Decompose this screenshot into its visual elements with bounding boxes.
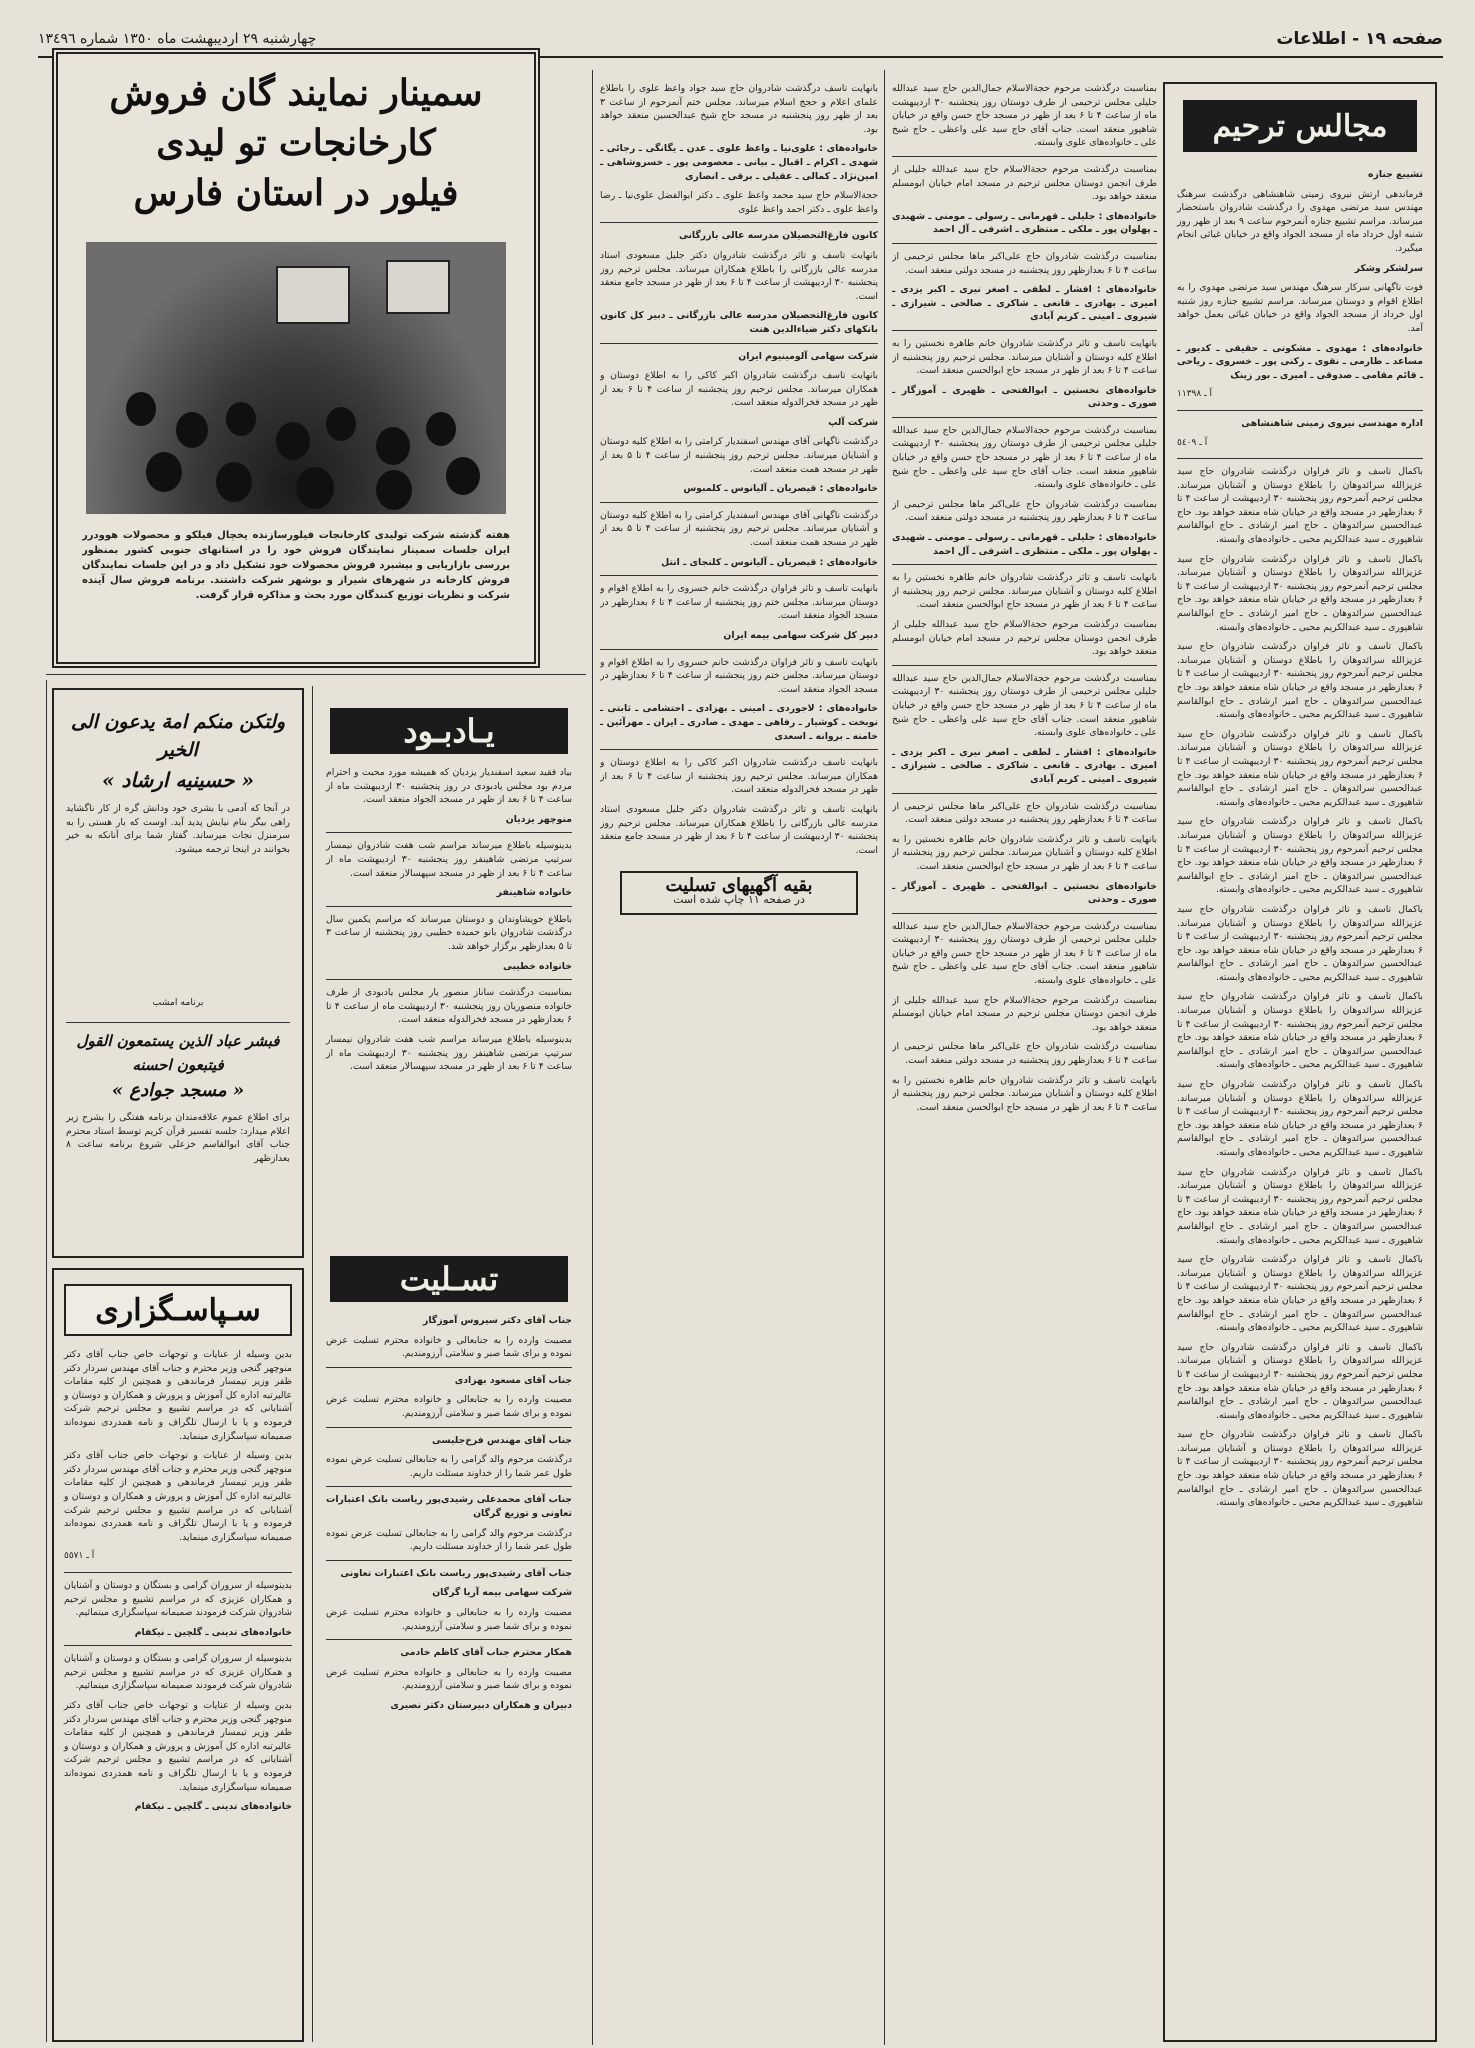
- notice: شرکت سهامی آلومینیوم ایران: [738, 350, 878, 362]
- notice: درگذشت ناگهانی آقای مهندس اسفندیار کرامتی را به اطلاع کلیه دوستان و آشنایان میرساند. مجلس ترحیم روز پنجشنبه از ساعت ۴ تا ۵ بعد از ظهر در مسجد همت منعقد است.: [600, 509, 878, 549]
- notice: بانهایت تاسف و تاثر درگذشت شادروان خانم طاهره نخستین را به اطلاع کلیه دوستان و آشنایان میرساند. مجلس ترحیم روز پنجشنبه از ساعت ۴ تا ۶ بعد از ظهر در مسجد حاج ابوالحسن منعقد است.: [892, 337, 1157, 377]
- majales-column: [1165, 162, 1435, 2022]
- yadbood-item: منوچهر یزدیان: [505, 813, 572, 825]
- tasliat-item: مصیبت وارده را به جنابعالی و خانواده محترم تسلیت عرض نموده و برای شما صبر و سلامتی آرزومندیم.: [326, 1666, 572, 1692]
- notice: بانهایت تاسف و تاثر درگذشت شادروان خانم طاهره نخستین را به اطلاع کلیه دوستان و آشنایان میرساند. مجلس ترحیم روز پنجشنبه از ساعت ۴ تا ۶ بعد از ظهر در مسجد حاج ابوالحسن منعقد است.: [892, 572, 1157, 611]
- notice-box: [620, 871, 858, 914]
- ad-ref: آ ـ ٥٥٧١: [64, 1551, 95, 1562]
- majales-body: باکمال تاسف و تاثر فراوان درگذشت شادروان حاج سید عزیزالله سرائدوهان را باطلاع دوستان و آشنایان میرساند. مجلس ترحیم آنمرحوم روز پنجشنبه ۳۰ اردیبهشت از ساعت ۴ تا ۶ بعدازظهر در مسجد واقع در خیابان شاه منعقد خواهد بود. حاج عبدالحسین سرائدوهان ـ حاج امیر ارشادی ـ حاج ابوالقاسم شاهپوری ـ سید عبدالکریم محبی ـ خانواده‌های وابسته.: [1177, 1166, 1423, 1246]
- notice: بمناسبت درگذشت مرحوم حجةالاسلام حاج سید عبدالله جلیلی از طرف انجمن دوستان مجلس ترحیم در مسجد امام خیابان ابومسلم منعقد خواهد بود.: [892, 163, 1157, 203]
- notice: خانواده‌های : لاجوردی ـ امینی ـ بهزادی ـ احتشامی ـ ثابتی ـ نوبخت ـ کوشیار ـ رفاهی ـ مهدی ـ صادری ـ ایران ـ مهرآئین ـ خامنه ـ بروانه ـ اسعدی: [600, 703, 878, 742]
- sepas-sign: خانواده‌های تدینی ـ گلچین ـ نیکفام: [134, 1801, 292, 1813]
- verse-body: در آنجا که آدمی با بشری خود ودانش گره از کار ناگشاید راهی بیگر بنام نیایش پدید آید. اوست که بار هستی را به سرمنزل نجات میرساند. گفتار شما برای آنانکه به خیر بخوانند در اینجا ترجمه میشود.: [66, 803, 290, 855]
- notice: خانواده‌های نخستین ـ ابوالفتحی ـ ظهیری ـ آموزگار ـ صوری ـ وحدتی: [892, 384, 1157, 410]
- notice: خانواده‌های : افشار ـ لطفی ـ اصغر نیری ـ اکبر یزدی ـ امیری ـ بهادری ـ قانعی ـ شاکری ـ صالحی ـ شیرازی ـ شیروی ـ امینی ـ کریم آبادی: [892, 746, 1157, 785]
- yadbood-item: خانواده شاهینفر: [496, 887, 572, 899]
- verse-program: برنامه امشب: [152, 997, 204, 1008]
- majales-body: باکمال تاسف و تاثر فراوان درگذشت شادروان حاج سید عزیزالله سرائدوهان را باطلاع دوستان و آشنایان میرساند. مجلس ترحیم آنمرحوم روز پنجشنبه ۳۰ اردیبهشت از ساعت ۴ تا ۶ بعدازظهر در مسجد واقع در خیابان شاه منعقد خواهد بود. حاج عبدالحسین سرائدوهان ـ حاج امیر ارشادی ـ حاج ابوالقاسم شاهپوری ـ سید عبدالکریم محبی ـ خانواده‌های وابسته.: [1177, 553, 1423, 633]
- majales-body: باکمال تاسف و تاثر فراوان درگذشت شادروان حاج سید عزیزالله سرائدوهان را باطلاع دوستان و آشنایان میرساند. مجلس ترحیم آنمرحوم روز پنجشنبه ۳۰ اردیبهشت از ساعت ۴ تا ۶ بعدازظهر در مسجد واقع در خیابان شاه منعقد خواهد بود. حاج عبدالحسین سرائدوهان ـ حاج امیر ارشادی ـ حاج ابوالقاسم شاهپوری ـ سید عبدالکریم محبی ـ خانواده‌های وابسته.: [1177, 1079, 1423, 1158]
- notice: خانواده‌های : جلیلی ـ قهرمانی ـ رسولی ـ مومنی ـ شهیدی ـ پهلوان پور ـ ملکی ـ منتظری ـ اشرفی ـ آل احمد: [892, 532, 1157, 557]
- notice: بمناسبت درگذشت مرحوم حجةالاسلام جمال‌الدین حاج سید عبدالله جلیلی مجلس ترحیمی از طرف دوستان روز پنجشنبه ۳۰ اردیبهشت ماه از ساعت ۴ تا ۶ بعد از ظهر در مسجد حاج حسن واقع در خیابان شاهپور منعقد است. جناب آقای حاج سید علی واعظی ـ حاج شیخ علی ـ خانواده‌های علوی وابسته.: [892, 83, 1157, 149]
- majales-tarhim-box: [1163, 82, 1437, 2042]
- tasliat-item: درگذشت مرحوم والد گرامی را به جنابعالی تسلیت عرض نموده طول عمر شما را از خداوند مسئلت داریم.: [326, 1527, 572, 1553]
- majales-body: باکمال تاسف و تاثر فراوان درگذشت شادروان حاج سید عزیزالله سرائدوهان را باطلاع دوستان و آشنایان میرساند. مجلس ترحیم آنمرحوم روز پنجشنبه ۳۰ اردیبهشت از ساعت ۴ تا ۶ بعدازظهر در مسجد واقع در خیابان شاه منعقد خواهد بود. حاج عبدالحسین سرائدوهان ـ حاج امیر ارشادی ـ حاج ابوالقاسم شاهپوری ـ سید عبدالکریم محبی ـ خانواده‌های وابسته.: [1177, 991, 1423, 1071]
- notice: خانواده‌های : افشار ـ لطفی ـ اصغر نیری ـ اکبر یزدی ـ امیری ـ بهادری ـ قانعی ـ شاکری ـ صالحی ـ شیرازی ـ شیروی ـ امینی ـ کریم آبادی: [892, 284, 1157, 323]
- sepas-body: بدینوسیله از سروران گرامی و بستگان و دوستان و آشنایان و همکاران عزیزی که در مراسم تشییع و مجلس ترحیم شادروان شرکت فرمودند صمیمانه سپاسگزاری مینمائیم.: [64, 1653, 292, 1692]
- seminar-photo: [86, 242, 506, 514]
- notice: بمناسبت درگذشت شادروان حاج علی‌اکبر ماها مجلس ترحیمی از ساعت ۴ تا ۶ بعدازظهر روز پنجشنبه در مسجد دولتی منعقد است.: [892, 800, 1157, 826]
- notice: بانهایت تاسف درگذشت شادروان حاج سید جواد واعظ علوی را باطلاع علمای اعلام و حجج اسلام میرساند. مجلس ختم آنمرحوم از ساعت ۳ بعد از ظهر روز پنجشنبه در مسجد حاج شیخ عبدالحسین منعقد خواهد بود.: [600, 83, 878, 135]
- notice: بانهایت تاسف و تاثر درگذشت شادروان دکتر جلیل مسعودی استاد مدرسه عالی بازرگانی را باطلاع همکاران میرساند. مجلس ترحیم روز پنجشنبه ۳۰ اردیبهشت از ساعت ۴ تا ۶ بعد از ظهر در مسجد جامع منعقد است.: [600, 803, 878, 856]
- notice: بانهایت تاسف درگذشت شادروان اکبر کاکی را به اطلاع دوستان و همکاران میرساند. مجلس ترحیم روز پنجشنبه از ساعت ۴ تا ۶ بعد از ظهر در مسجد فخرالدوله منعقد است.: [600, 370, 878, 409]
- notice: بمناسبت درگذشت شادروان حاج علی‌اکبر ماها مجلس ترحیمی از ساعت ۴ تا ۶ بعدازظهر روز پنجشنبه در مسجد دولتی منعقد است.: [892, 1041, 1157, 1067]
- tasliat-item: جناب آقای محمدعلی رشیدی‌پور ریاست بانک اعتبارات تعاونی و توزیع گرگان: [326, 1494, 572, 1519]
- verse-line: فبشر عباد الذین یستمعون القول فیتبعون احسنه: [76, 1032, 280, 1074]
- ad-ref: آ ـ ١١٣٩٨: [1177, 389, 1213, 400]
- notice: خانواده‌های : علوی‌نیا ـ واعظ علوی ـ عدن ـ یگانگی ـ رجائی ـ شهدی ـ اکرام ـ اقبال ـ بیانی ـ معصومی پور ـ خسروشاهی ـ امین‌نژاد ـ کمالی ـ عقیلی ـ برقی ـ انصاری: [600, 143, 878, 182]
- sepas-body: بدین وسیله از عنایات و توجهات خاص جناب آقای دکتر منوچهر گنجی وزیر محترم و جناب آقای مهندس سردار دکتر ظفر وزیر تیمسار فرماندهی و همچنین از کلیه مقامات عالیرتبه اداره کل آموزش و پرورش و همکاران و دوستان و آشنایانی که در مراسم تشییع و مجلس ترحیم شرکت فرموده و یا با ارسال تلگراف و نامه همدردی نموده‌اند صمیمانه سپاسگزاری مینماید.: [64, 1700, 292, 1793]
- sepas-box: [52, 1268, 304, 2042]
- notice: بمناسبت درگذشت مرحوم حجةالاسلام جمال‌الدین حاج سید عبدالله جلیلی مجلس ترحیمی از طرف دوستان روز پنجشنبه ۳۰ اردیبهشت ماه از ساعت ۴ تا ۶ بعد از ظهر در مسجد حاج حسن واقع در خیابان شاهپور منعقد است. جناب آقای حاج سید علی واعظی ـ حاج شیخ علی ـ خانواده‌های علوی وابسته.: [892, 672, 1157, 739]
- notice: خانواده‌های : قیصریان ـ آلیانوس ـ کلنجای ـ انتل: [661, 556, 878, 568]
- tasliat-item: جناب آقای رشیدی‌پور ریاست بانک اعتبارات تعاونی: [340, 1567, 572, 1579]
- yadbood-item: باطلاع خویشاوندان و دوستان میرساند که مراسم یکمین سال درگذشت شادروان بانو حمیده خطیبی روز پنجشنبه از ساعت ۳ تا ۵ بعدازظهر برگزار خواهد شد.: [326, 913, 572, 952]
- notice: بمناسبت درگذشت شادروان حاج علی‌اکبر ماها مجلس ترحیمی از ساعت ۴ تا ۶ بعدازظهر روز پنجشنبه در مسجد دولتی منعقد است.: [892, 250, 1157, 276]
- majales-body: باکمال تاسف و تاثر فراوان درگذشت شادروان حاج سید عزیزالله سرائدوهان را باطلاع دوستان و آشنایان میرساند. مجلس ترحیم آنمرحوم روز پنجشنبه ۳۰ اردیبهشت از ساعت ۴ تا ۶ بعدازظهر در مسجد واقع در خیابان شاه منعقد خواهد بود. حاج عبدالحسین سرائدوهان ـ حاج امیر ارشادی ـ حاج ابوالقاسم شاهپوری ـ سید عبدالکریم محبی ـ خانواده‌های وابسته.: [1177, 728, 1423, 808]
- notice: کانون فارغ‌التحصیلان مدرسه عالی بازرگانی ـ دبیر کل کانون بانکهای دکتر ضیاءالدین هنت: [600, 310, 878, 335]
- notice: خانواده‌های : قیصریان ـ آلیانوس ـ کلمبوس: [683, 483, 878, 495]
- tasliat-title: تسـلیت: [330, 1256, 568, 1302]
- tasliat-column: [318, 1310, 580, 2030]
- tasliat-item: مصیبت وارده را به جنابعالی و خانواده محترم تسلیت عرض نموده و برای شما صبر و سلامتی آرزومندیم.: [326, 1334, 572, 1360]
- majales-body: باکمال تاسف و تاثر فراوان درگذشت شادروان حاج سید عزیزالله سرائدوهان را باطلاع دوستان و آشنایان میرساند. مجلس ترحیم آنمرحوم روز پنجشنبه ۳۰ اردیبهشت از ساعت ۴ تا ۶ بعدازظهر در مسجد واقع در خیابان شاه منعقد خواهد بود. حاج عبدالحسین سرائدوهان ـ حاج امیر ارشادی ـ حاج ابوالقاسم شاهپوری ـ سید عبدالکریم محبی ـ خانواده‌های وابسته.: [1177, 641, 1423, 721]
- verse-line: « مسجد جوادع »: [111, 1080, 245, 1101]
- yadbood-column: [318, 762, 580, 1242]
- notice: بانهایت تاسف درگذشت شادروان اکبر کاکی را به اطلاع دوستان و همکاران میرساند. مجلس ترحیم روز پنجشنبه از ساعت ۴ تا ۶ بعد از ظهر در مسجد فخرالدوله منعقد است.: [600, 757, 878, 796]
- notice: بانهایت تاسف و تاثر درگذشت شادروان خانم طاهره نخستین را به اطلاع کلیه دوستان و آشنایان میرساند. مجلس ترحیم روز پنجشنبه از ساعت ۴ تا ۶ بعد از ظهر در مسجد حاج ابوالحسن منعقد است.: [892, 833, 1157, 872]
- notice-title: بقیه آگهیهای تسلیت: [665, 875, 813, 897]
- majales-body: باکمال تاسف و تاثر فراوان درگذشت شادروان حاج سید عزیزالله سرائدوهان را باطلاع دوستان و آشنایان میرساند. مجلس ترحیم آنمرحوم روز پنجشنبه ۳۰ اردیبهشت از ساعت ۴ تا ۶ بعدازظهر در مسجد واقع در خیابان شاه منعقد خواهد بود. حاج عبدالحسین سرائدوهان ـ حاج امیر ارشادی ـ حاج ابوالقاسم شاهپوری ـ سید عبدالکریم محبی ـ خانواده‌های وابسته.: [1177, 1429, 1423, 1509]
- notice: بمناسبت درگذشت شادروان حاج علی‌اکبر ماها مجلس ترحیمی از ساعت ۴ تا ۶ بعدازظهر روز پنجشنبه در مسجد دولتی منعقد است.: [892, 498, 1157, 524]
- notice: خانواده‌های نخستین ـ ابوالفتحی ـ ظهیری ـ آموزگار ـ صوری ـ وحدتی: [892, 880, 1157, 906]
- tasliat-item: جناب آقای دکتر سیروس آموزگار: [422, 1315, 572, 1326]
- tasliat-item: مصیبت وارده را به جنابعالی و خانواده محترم تسلیت عرض نموده و برای شما صبر و سلامتی آرزومندیم.: [326, 1394, 572, 1419]
- verse-line: « حسینیه ارشاد »: [102, 768, 254, 792]
- notice: بمناسبت درگذشت مرحوم حجةالاسلام حاج سید عبدالله جلیلی از طرف انجمن دوستان مجلس ترحیم در مسجد امام خیابان ابومسلم منعقد خواهد بود.: [892, 619, 1157, 658]
- notice: بانهایت تاسف و تاثر فراوان درگذشت خانم خسروی را به اطلاع اقوام و دوستان میرساند. مجلس ختم روز پنجشنبه از ساعت ۴ تا ۶ بعدازظهر در مسجد الجواد منعقد است.: [600, 656, 878, 695]
- notice: حجةالاسلام حاج سید محمد واعظ علوی ـ دکتر ابوالفضل علوی‌نیا ـ رضا واعظ علوی ـ دکتر احمد واعظ علوی: [600, 190, 878, 215]
- sepas-body: بدینوسیله از سروران گرامی و بستگان و دوستان و آشنایان و همکاران عزیزی که در مراسم تشییع و مجلس ترحیم شادروان شرکت فرمودند صمیمانه سپاسگزاری مینمائیم.: [64, 1579, 292, 1619]
- seminar-title: سمینار نمایند گان فروش: [109, 72, 483, 114]
- notice: بمناسبت درگذشت مرحوم حجةالاسلام جمال‌الدین حاج سید عبدالله جلیلی مجلس ترحیمی از طرف دوستان روز پنجشنبه ۳۰ اردیبهشت ماه از ساعت ۴ تا ۶ بعد از ظهر در مسجد حاج حسن واقع در خیابان شاهپور منعقد است. جناب آقای حاج سید علی واعظی ـ حاج شیخ علی ـ خانواده‌های علوی وابسته.: [892, 424, 1157, 491]
- page-label: صفحه ١٩ - اطلاعات: [1276, 29, 1443, 49]
- majales-item: فرماندهی ارتش نیروی زمینی شاهنشاهی درگذشت سرهنگ مهندس سید مرتضی مهدوی را درگذشت شادروان باستحضار میرساند. مراسم تشییع جنازه آنمرحوم ساعت ۹ بعد از ظهر روز شنبه اول خرداد ماه از مسجد الجواد واقع در خیابان غیاثی انجام میگیرد.: [1177, 188, 1423, 254]
- majales-item: سرلشکر وشکر: [1354, 262, 1423, 274]
- notice-subtitle: در صفحه ۱۱ چاپ شده است: [673, 892, 805, 906]
- majales-body: باکمال تاسف و تاثر فراوان درگذشت شادروان حاج سید عزیزالله سرائدوهان را باطلاع دوستان و آشنایان میرساند. مجلس ترحیم آنمرحوم روز پنجشنبه ۳۰ اردیبهشت از ساعت ۴ تا ۶ بعدازظهر در مسجد واقع در خیابان شاه منعقد خواهد بود. حاج عبدالحسین سرائدوهان ـ حاج امیر ارشادی ـ حاج ابوالقاسم شاهپوری ـ سید عبدالکریم محبی ـ خانواده‌های وابسته.: [1177, 466, 1423, 546]
- tasliat-item: جناب آقای مسعود بهزادی: [454, 1374, 572, 1386]
- majales-body: باکمال تاسف و تاثر فراوان درگذشت شادروان حاج سید عزیزالله سرائدوهان را باطلاع دوستان و آشنایان میرساند. مجلس ترحیم آنمرحوم روز پنجشنبه ۳۰ اردیبهشت از ساعت ۴ تا ۶ بعدازظهر در مسجد واقع در خیابان شاه منعقد خواهد بود. حاج عبدالحسین سرائدوهان ـ حاج امیر ارشادی ـ حاج ابوالقاسم شاهپوری ـ سید عبدالکریم محبی ـ خانواده‌های وابسته.: [1177, 1341, 1423, 1421]
- yadbood-section: [318, 690, 580, 2040]
- seminar-box: [52, 48, 540, 668]
- sepas-column: [54, 1342, 302, 2032]
- notice: بمناسبت درگذشت مرحوم حجةالاسلام حاج سید عبدالله جلیلی از طرف انجمن دوستان مجلس ترحیم در مسجد امام خیابان ابومسلم منعقد خواهد بود.: [892, 994, 1157, 1033]
- majales-body: باکمال تاسف و تاثر فراوان درگذشت شادروان حاج سید عزیزالله سرائدوهان را باطلاع دوستان و آشنایان میرساند. مجلس ترحیم آنمرحوم روز پنجشنبه ۳۰ اردیبهشت از ساعت ۴ تا ۶ بعدازظهر در مسجد واقع در خیابان شاه منعقد خواهد بود. حاج عبدالحسین سرائدوهان ـ حاج امیر ارشادی ـ حاج ابوالقاسم شاهپوری ـ سید عبدالکریم محبی ـ خانواده‌های وابسته.: [1177, 1254, 1423, 1334]
- notice: کانون فارغ‌التحصیلان مدرسه عالی بازرگانی: [679, 230, 878, 242]
- majales-tarhim-title: مجالس ترحیم: [1183, 100, 1417, 152]
- verse-line: ولتکن منکم امة یدعون الی الخیر: [70, 711, 286, 761]
- sepas-sign: خانواده‌های تدینی ـ گلچین ـ نیکفام: [134, 1626, 292, 1638]
- sepas-body: بدین وسیله از عنایات و توجهات خاص جناب آقای دکتر منوچهر گنجی وزیر محترم و جناب آقای مهندس سردار دکتر ظفر وزیر تیمسار فرماندهی و همچنین از کلیه مقامات عالیرتبه اداره کل آموزش و پرورش و همکاران و دوستان و آشنایانی که در مراسم تشییع و مجلس ترحیم شرکت فرموده و یا با ارسال تلگراف و نامه همدردی نموده‌اند صمیمانه سپاسگزاری مینماید.: [64, 1450, 292, 1543]
- notice: بمناسبت درگذشت مرحوم حجةالاسلام جمال‌الدین حاج سید عبدالله جلیلی مجلس ترحیمی از طرف دوستان روز پنجشنبه ۳۰ اردیبهشت ماه از ساعت ۴ تا ۶ بعد از ظهر در مسجد حاج حسن واقع در خیابان شاهپور منعقد است. جناب آقای حاج سید علی واعظی ـ حاج شیخ علی ـ خانواده‌های علوی وابسته.: [892, 920, 1157, 987]
- notice: بانهایت تاسف و تاثر درگذشت شادروان دکتر جلیل مسعودی استاد مدرسه عالی بازرگانی را باطلاع همکاران میرساند. مجلس ترحیم روز پنجشنبه ۳۰ اردیبهشت از ساعت ۴ تا ۶ بعد از ظهر در مسجد جامع منعقد است.: [600, 249, 878, 302]
- tasliat-item: مصیبت وارده را به جنابعالی و خانواده محترم تسلیت عرض نموده و برای شما صبر و سلامتی آرزومندیم.: [326, 1606, 572, 1632]
- sepas-title: سـپاسـگزاری: [64, 1284, 292, 1336]
- sepas-body: بدین وسیله از عنایات و توجهات خاص جناب آقای دکتر منوچهر گنجی وزیر محترم و جناب آقای مهندس سردار دکتر ظفر وزیر تیمسار فرماندهی و همچنین از کلیه مقامات عالیرتبه اداره کل آموزش و پرورش و همکاران و دوستان و آشنایانی که در مراسم تشییع و مجلس ترحیم شرکت فرموده و یا با ارسال تلگراف و نامه همدردی نموده‌اند صمیمانه سپاسگزاری مینماید.: [64, 1349, 292, 1442]
- majales-item: تشییع جنازه: [1368, 169, 1423, 180]
- yadbood-item: بدینوسیله باطلاع میرساند مراسم شب هفت شادروان نیمسار سرتیپ مرتضی شاهینفر روز پنجشنبه ۳۰ اردیبهشت ماه از ساعت ۴ تا ۶ بعد از ظهر در مسجد سپهسالار منعقد است.: [326, 840, 572, 879]
- notice: دبیر کل شرکت سهامی بیمه ایران: [723, 630, 878, 641]
- tasliat-item: شرکت سهامی بیمه آریا گرگان: [432, 1587, 572, 1599]
- tasliat-item: دبیران و همکاران دبیرستان دکتر نصیری: [390, 1699, 572, 1711]
- issue-date: چهارشنبه ٢٩ اردیبهشت ماه ١٣٥٠ شماره ١٣٤٩٦: [38, 31, 317, 47]
- yadbood-title: یـادبـود: [330, 708, 568, 754]
- notice: خانواده‌های : جلیلی ـ قهرمانی ـ رسولی ـ مومنی ـ شهیدی ـ پهلوان پور ـ ملکی ـ منتظری ـ اشرفی ـ آل احمد: [892, 210, 1157, 236]
- center-column-right: [892, 82, 1157, 2042]
- tasliat-item: جناب آقای مهندس فرخ‌جلیسی: [432, 1434, 572, 1446]
- majales-office: اداره مهندسی نیروی زمینی شاهنشاهی: [1241, 417, 1423, 429]
- notice: بانهایت تاسف و تاثر فراوان درگذشت خانم خسروی را به اطلاع اقوام و دوستان میرساند. مجلس ختم روز پنجشنبه از ساعت ۴ تا ۶ بعدازظهر در مسجد الجواد منعقد است.: [600, 583, 878, 622]
- center-column-left: [600, 82, 878, 2042]
- verse-body: برای اطلاع عموم علاقه‌مندان برنامه هفتگی را بشرح زیر اعلام میدارد: جلسه تفسیر قرآن کریم توسط استاد محترم جناب آقای ابوالقاسم خزعلی شروع برنامه ساعت ۸ بعدازظهر: [66, 1112, 290, 1164]
- seminar-title: کارخانجات تو لیدی: [156, 122, 436, 164]
- notice: بانهایت تاسف و تاثر درگذشت شادروان خانم طاهره نخستین را به اطلاع کلیه دوستان و آشنایان میرساند. مجلس ترحیم روز پنجشنبه از ساعت ۴ تا ۶ بعد از ظهر در مسجد حاج ابوالحسن منعقد است.: [892, 1074, 1157, 1113]
- majales-item: فوت ناگهانی سرکار سرهنگ مهندس سید مرتضی مهدوی را به اطلاع اقوام و دوستان میرساند. مراسم تشییع جنازه روز شنبه اول خرداد از مسجد الجواد واقع در خیابان غیاثی بعمل خواهد آمد.: [1177, 282, 1423, 334]
- seminar-caption: هفته گذشته شرکت تولیدی کارخانجات فیلورسازنده یخچال فیلکو و محصولات هوودرر ایران جلسات سمینار نمایندگان فروش خود را در استانهای جنوبی کشور بمنظور بررسی بازاریابی و بیشبرد فروش محصولات خود تشکیل داد و در این جلسات نمایندگان فروش کارخانه در شهرهای شیراز و بوشهر شرکت داشتند. برنامه فروش سال آینده شرکت و نظریات توزیع کنندگان مورد بحث و مذاکره قرار گرفت.: [82, 530, 510, 601]
- majales-body: باکمال تاسف و تاثر فراوان درگذشت شادروان حاج سید عزیزالله سرائدوهان را باطلاع دوستان و آشنایان میرساند. مجلس ترحیم آنمرحوم روز پنجشنبه ۳۰ اردیبهشت از ساعت ۴ تا ۶ بعدازظهر در مسجد واقع در خیابان شاه منعقد خواهد بود. حاج عبدالحسین سرائدوهان ـ حاج امیر ارشادی ـ حاج ابوالقاسم شاهپوری ـ سید عبدالکریم محبی ـ خانواده‌های وابسته.: [1177, 903, 1423, 983]
- yadbood-item: بیاد فقید سعید اسفندیار یزدیان که همیشه مورد محبت و احترام مردم بود مجلس یادبودی در روز پنجشنبه ۳۰ اردیبهشت ماه از ساعت ۴ تا ۶ بعد از ظهر در مسجد الجواد منعقد است.: [326, 767, 573, 806]
- yadbood-item: خانواده خطیبی: [503, 960, 572, 972]
- yadbood-item: بدینوسیله باطلاع میرساند مراسم شب هفت شادروان نیمسار سرتیپ مرتضی شاهینفر روز پنجشنبه ۳۰ اردیبهشت ماه از ساعت ۴ تا ۶ بعد از ظهر در مسجد سپهسالار منعقد است.: [326, 1033, 572, 1073]
- majales-body: باکمال تاسف و تاثر فراوان درگذشت شادروان حاج سید عزیزالله سرائدوهان را باطلاع دوستان و آشنایان میرساند. مجلس ترحیم آنمرحوم روز پنجشنبه ۳۰ اردیبهشت از ساعت ۴ تا ۶ بعدازظهر در مسجد واقع در خیابان شاه منعقد خواهد بود. حاج عبدالحسین سرائدوهان ـ حاج امیر ارشادی ـ حاج ابوالقاسم شاهپوری ـ سید عبدالکریم محبی ـ خانواده‌های وابسته.: [1177, 816, 1423, 896]
- notice: درگذشت ناگهانی آقای مهندس اسفندیار کرامتی را به اطلاع کلیه دوستان و آشنایان میرساند. مجلس ترحیم روز پنجشنبه از ساعت ۴ تا ۵ بعد از ظهر در مسجد همت منعقد است.: [600, 436, 878, 475]
- seminar-title: فیلور در استان فارس: [133, 172, 459, 214]
- notice: شرکت آلپ: [828, 416, 878, 428]
- verse-box: [52, 688, 304, 1258]
- yadbood-item: بمناسبت درگذشت ساناز منصور یار مجلس یادبودی از طرف خانواده منصوریان روز پنجشنبه ۳۰ اردیبهشت ماه از ساعت ۴ تا ۶ بعدازظهر در مسجد فخرالدوله منعقد است.: [326, 987, 572, 1026]
- tasliat-item: همکار محترم جناب آقای کاظم خادمی: [400, 1647, 572, 1659]
- ad-ref: آ ـ ٥٤٠٩: [1177, 437, 1208, 448]
- majales-item: خانواده‌های : مهدوی ـ مشکوتی ـ حقیقی ـ کدیور ـ مساعد ـ طارمی ـ نقوی ـ رکنی پور ـ خسروی ـ ریاحی ـ قائم مقامی ـ صدوقی ـ امیری ـ بور زینک: [1177, 342, 1423, 381]
- tasliat-item: درگذشت مرحوم والد گرامی را به جنابعالی تسلیت عرض نموده طول عمر شما را از خداوند مسئلت داریم.: [326, 1454, 572, 1479]
